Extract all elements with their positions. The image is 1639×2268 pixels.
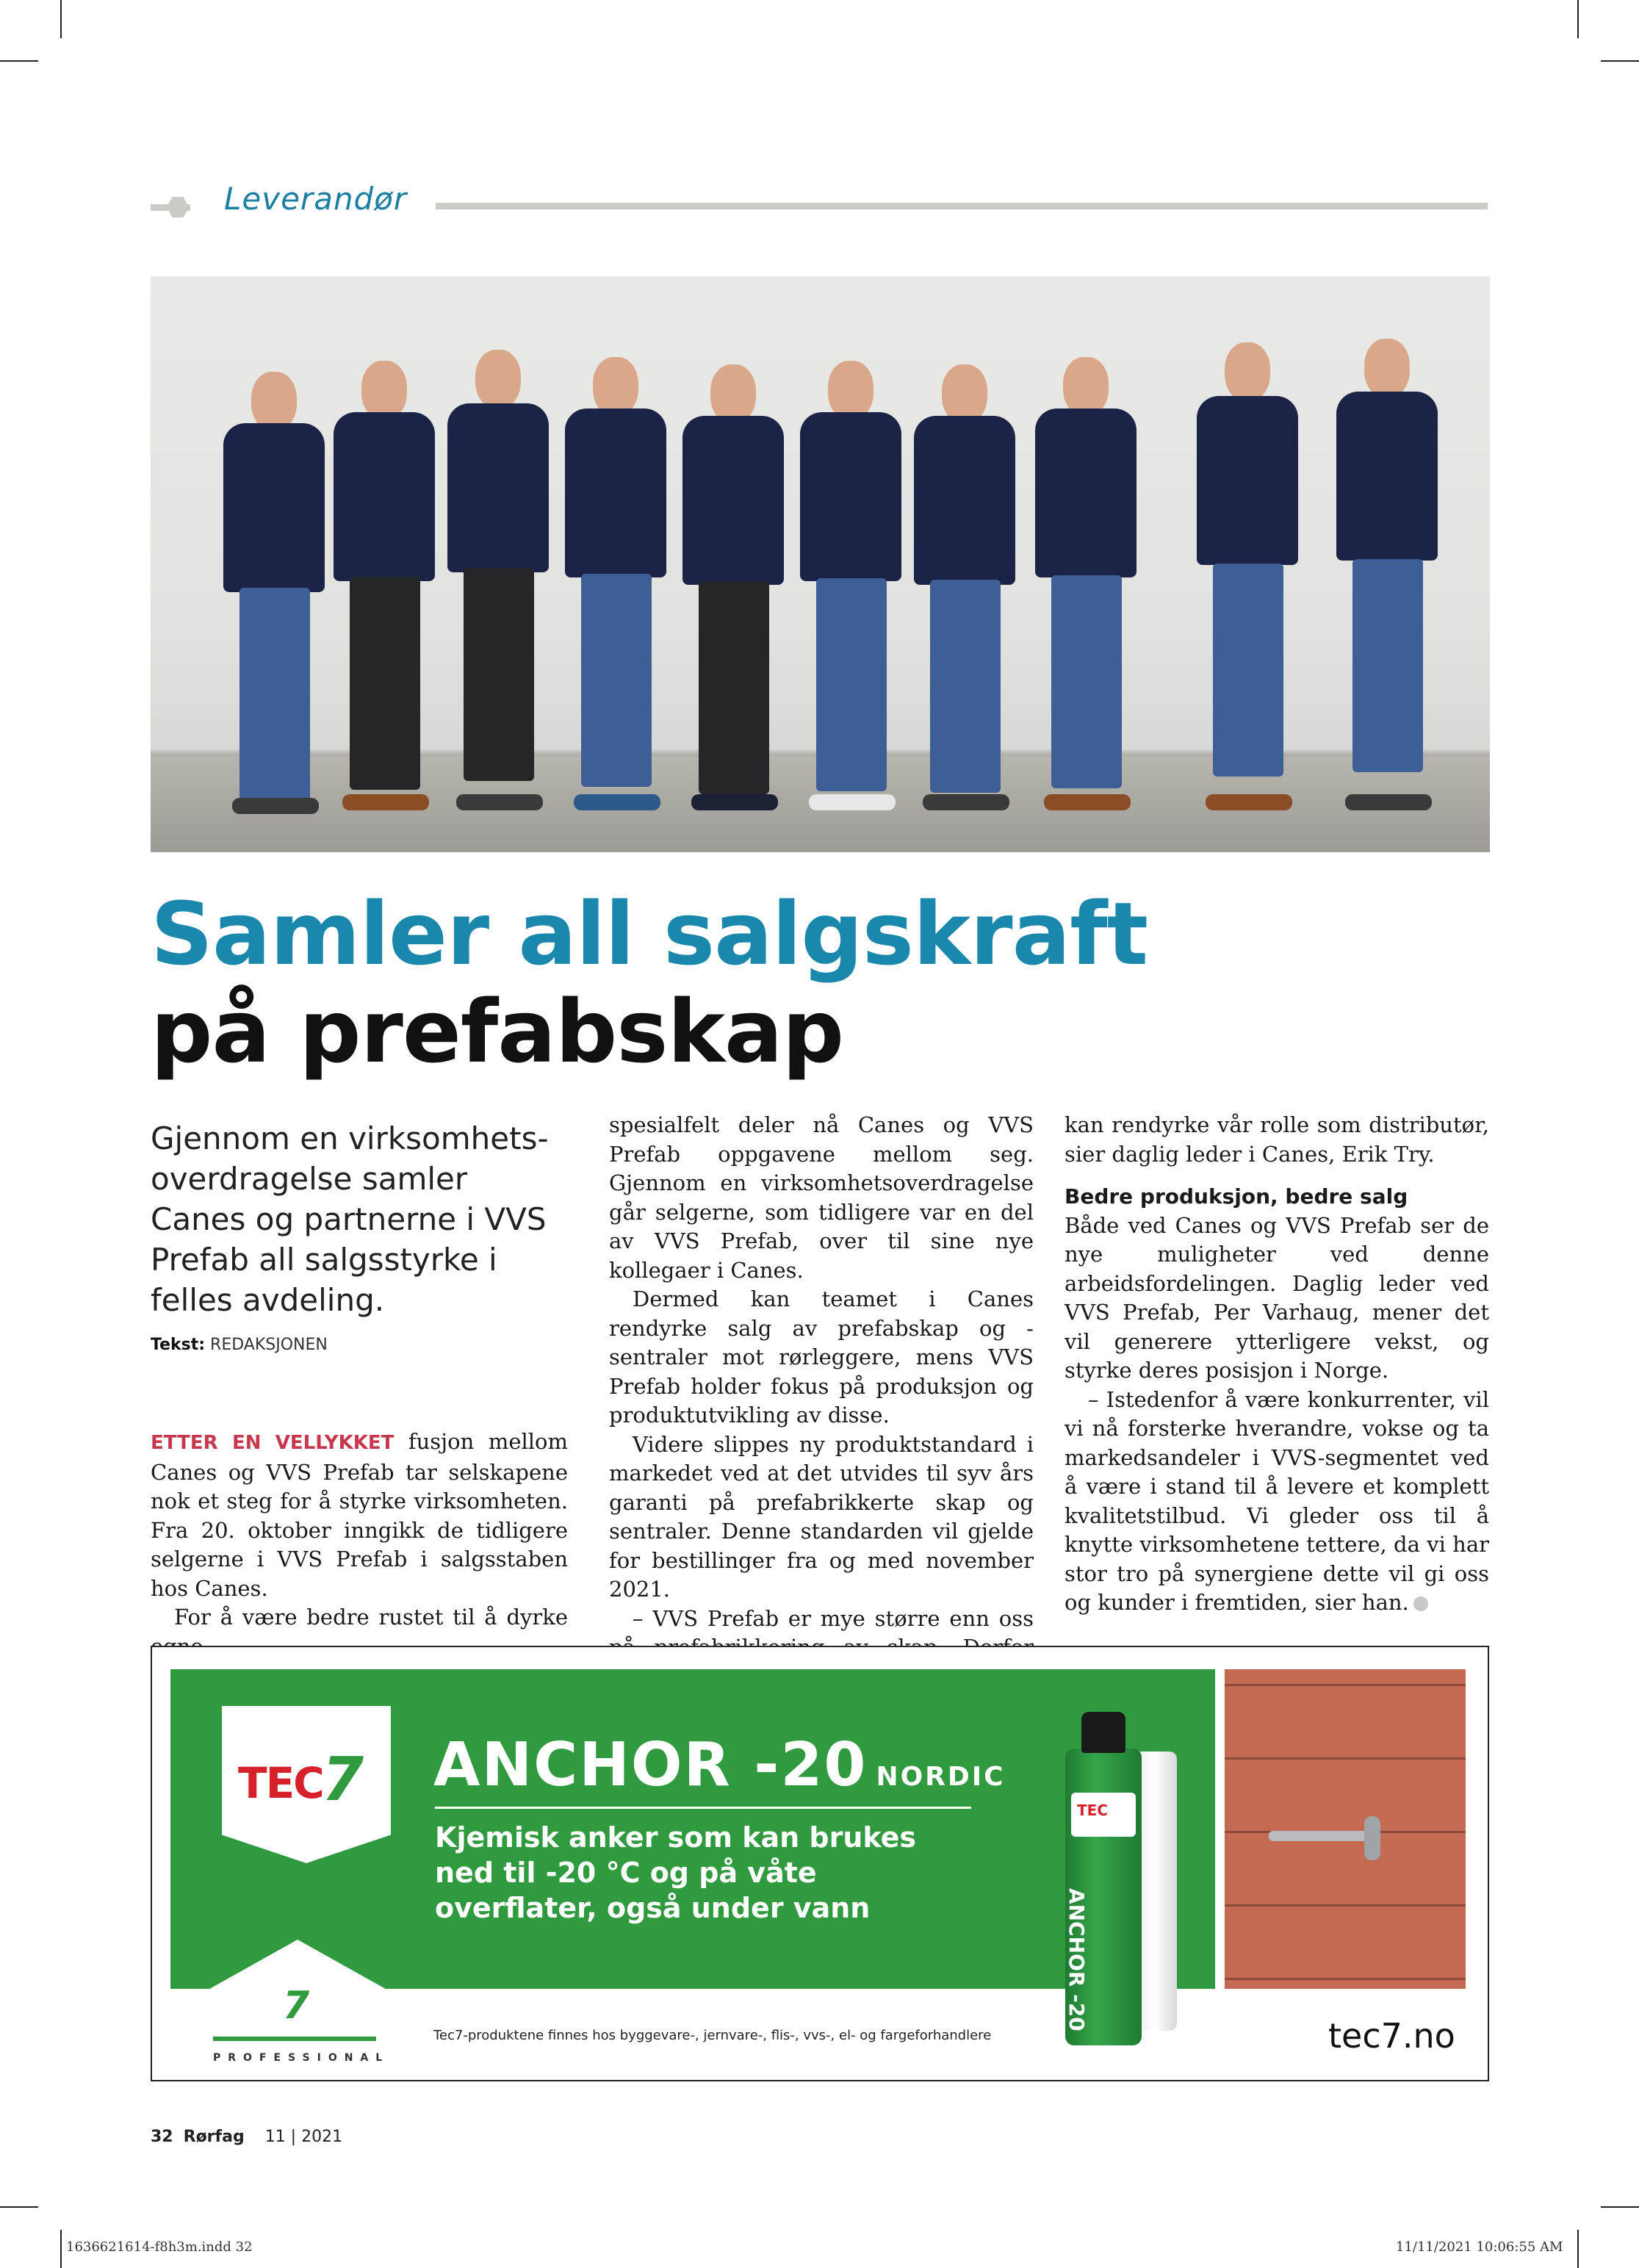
crop-mark: [1577, 0, 1579, 38]
crop-mark: [60, 0, 62, 38]
ad-url-link[interactable]: tec7.no: [1328, 2016, 1455, 2056]
cartridge-product-name: ANCHOR -20: [1065, 1888, 1089, 2031]
headline-line-2: på prefabskap: [151, 981, 844, 1082]
person: [220, 320, 323, 852]
ad-divider: [435, 1807, 971, 1809]
ad-product-title: [433, 1730, 1006, 1800]
person: [1194, 317, 1297, 852]
lead-paragraph: Gjennom en virksomhetsoverdragelse samler Canes og partnerne i VVS Prefab all salgsstyrke i felles avdeling.: [151, 1120, 549, 1318]
cartridge-nozzle: [1081, 1712, 1125, 1753]
ad-subtitle: Kjemisk anker som kan brukes ned til -20 °C og på våte overflater, også under vann: [435, 1821, 917, 1924]
paragraph: For å være bedre rustet til å dyrke: [174, 1605, 568, 1630]
person: [680, 317, 782, 852]
bolt-icon: [167, 197, 189, 217]
byline: [151, 1336, 328, 1354]
team-photo: [151, 276, 1490, 852]
person: [1032, 317, 1135, 852]
tec7-seven-icon: 7: [283, 1984, 310, 2028]
print-slug-timestamp: 11/11/2021 10:06:55 AM: [1396, 2239, 1563, 2255]
person: [797, 317, 900, 852]
person: [444, 317, 547, 852]
issue: 11 | 2021: [264, 2128, 343, 2146]
crop-mark: [1601, 60, 1639, 62]
person: [1333, 317, 1436, 852]
body-column-1: [151, 1428, 568, 1661]
paragraph: Videre slippes ny produktstandard i markedet ved at det utvides til syv års garanti på prefabrikkerte skap og sentraler. Denne standarden vil gjelde for bestillinger fra og med november 2021.: [609, 1431, 1034, 1602]
byline-label: Tekst:: [151, 1336, 206, 1354]
cartridge-logo: TEC: [1077, 1801, 1108, 1819]
crop-mark: [1601, 2206, 1639, 2208]
person: [911, 317, 1014, 852]
crop-mark: [1577, 2230, 1579, 2268]
person: [331, 317, 433, 852]
anchor-bolt-head: [1364, 1816, 1380, 1860]
headline-line-1: Samler all salgskraft: [151, 883, 1148, 984]
tec7-logo: TEC: [238, 1758, 323, 1808]
crop-mark: [0, 60, 38, 62]
crop-mark: [0, 2206, 38, 2208]
magazine-name: Rørfag: [183, 2128, 245, 2146]
ad-title-main: ANCHOR -20: [433, 1730, 868, 1800]
ad-photo-brick-wall: [1225, 1669, 1466, 1989]
page-folio: [151, 2128, 342, 2146]
page-number: 32: [151, 2128, 173, 2146]
ad-title-suffix: NORDIC: [876, 1762, 1006, 1792]
print-slug-file: 1636621614-f8h3m.indd 32: [66, 2239, 253, 2255]
paragraph: fusjon mellom Canes og VVS Prefab tar selskapene nok et steg for å styrke virksomheten. Fra 20. oktober inngikk de tidligere selgerne i VVS Prefab i salgsstaben hos Canes.: [151, 1429, 568, 1601]
ad-professional-rule: [213, 2037, 376, 2041]
subheading: Bedre produksjon, bedre salg: [1065, 1184, 1408, 1209]
paragraph: – Istedenfor å være konkurrenter, vil vi nå forsterke hverandre, vokse og ta markedsandeler i VVS-segmentet ved å være i stand til å levere et komplett kvalitetstilbud. Vi gleder oss til å knytte virksomhetene tettere, da vi har stor tro på synergiene dette vil gi oss og kunder i fremtiden, sier han.: [1065, 1386, 1489, 1615]
section-label: Leverandør: [224, 181, 408, 217]
paragraph: Dermed kan teamet i Canes rendyrke salg av prefabskap og - sentraler mot rørleggere, mens VVS Prefab holder fokus på produksjon og produktutvikling av disse.: [609, 1286, 1034, 1428]
ad-professional: PROFESSIONAL: [213, 2052, 390, 2064]
person: [562, 317, 665, 852]
body-column-3: [1065, 1111, 1489, 1618]
kicker: ETTER EN VELLYKKET: [151, 1432, 395, 1454]
crop-mark: [60, 2230, 62, 2268]
byline-author: REDAKSJONEN: [210, 1336, 328, 1354]
paragraph: – VVS Prefab er mye større enn oss: [633, 1605, 1034, 1631]
paragraph: spesialfelt deler nå Canes og VVS Prefab oppgavene mellom seg. Gjennom en virksomhetsoverdragelse går selgerne, som tidligere var en del av VVS Prefab, over til sine nye kollegaer i Canes.: [609, 1112, 1034, 1283]
paragraph: Både ved Canes og VVS Prefab ser de nye muligheter ved denne arbeidsfordelingen. Daglig leder ved VVS Prefab, Per Varhaug, mener det vil generere ytterligere vekst, og styrke deres posisjon i Norge.: [1065, 1212, 1489, 1383]
paragraph: kan rendyrke vår rolle som distributør, sier daglig leder i Canes, Erik Try.: [1065, 1112, 1489, 1167]
ad-footnote: Tec7-produktene finnes hos byggevare-, jernvare-, flis-, vvs-, el- og fargeforhandlere: [433, 2028, 992, 2043]
tec7-logo-seven: 7: [322, 1745, 364, 1815]
anchor-bolt: [1269, 1831, 1379, 1841]
end-mark-icon: [1413, 1596, 1428, 1611]
body-column-2: [609, 1111, 1034, 1721]
